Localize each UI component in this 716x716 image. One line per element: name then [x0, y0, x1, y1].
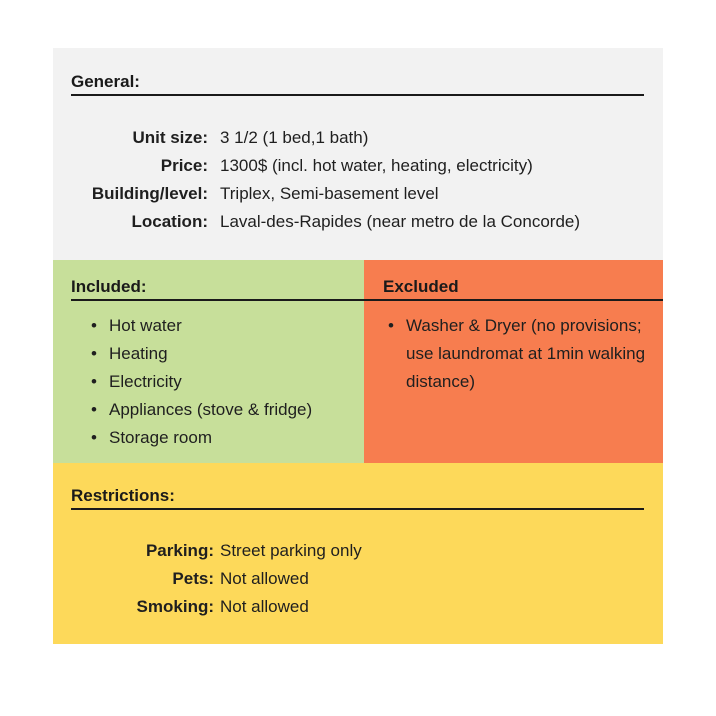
- parking-label: Parking:: [145, 541, 214, 560]
- smoking-label: Smoking:: [136, 597, 214, 616]
- general-heading: General:: [71, 72, 140, 91]
- included-list: [89, 312, 359, 452]
- general-row-building: [71, 180, 439, 208]
- list-item: • Washer & Dryer (no provisions; use laundromat at 1min walking distance): [386, 312, 648, 396]
- rental-info-card: [53, 48, 663, 644]
- smoking-value: Not allowed: [220, 597, 309, 616]
- list-item: • Heating: [89, 340, 359, 368]
- location-label: Location:: [131, 212, 208, 231]
- location-value: Laval-des-Rapides (near metro de la Concorde): [220, 212, 581, 231]
- restriction-row-pets: [71, 565, 309, 593]
- restriction-row-parking: [71, 537, 362, 565]
- price-label: Price:: [160, 156, 208, 175]
- general-row-price: [71, 152, 533, 180]
- general-divider: [71, 94, 644, 96]
- restrictions-divider: [71, 508, 644, 510]
- restrictions-section: [53, 463, 663, 644]
- price-value: 1300$ (incl. hot water, heating, electricity): [220, 156, 533, 175]
- list-item: • Electricity: [89, 368, 359, 396]
- excluded-list: [386, 312, 648, 396]
- included-section: [53, 260, 364, 463]
- general-row-unit-size: [71, 124, 368, 152]
- parking-value: Street parking only: [220, 541, 362, 560]
- pets-label: Pets:: [172, 569, 214, 588]
- restrictions-heading: Restrictions:: [71, 486, 175, 505]
- unit-size-value: 3 1/2 (1 bed,1 bath): [220, 128, 369, 147]
- excluded-heading: Excluded: [383, 277, 459, 296]
- list-item: • Hot water: [89, 312, 359, 340]
- general-section: [53, 48, 663, 260]
- list-item: • Appliances (stove & fridge): [89, 396, 359, 424]
- unit-size-label: Unit size:: [132, 128, 208, 147]
- general-row-location: [71, 208, 580, 236]
- building-level-value: Triplex, Semi-basement level: [220, 184, 439, 203]
- pets-value: Not allowed: [220, 569, 309, 588]
- included-heading: Included:: [71, 277, 147, 296]
- building-level-label: Building/level:: [91, 184, 208, 203]
- restriction-row-smoking: [71, 593, 309, 621]
- list-item: • Storage room: [89, 424, 359, 452]
- excluded-section: [364, 260, 663, 463]
- included-excluded-divider: [71, 299, 663, 301]
